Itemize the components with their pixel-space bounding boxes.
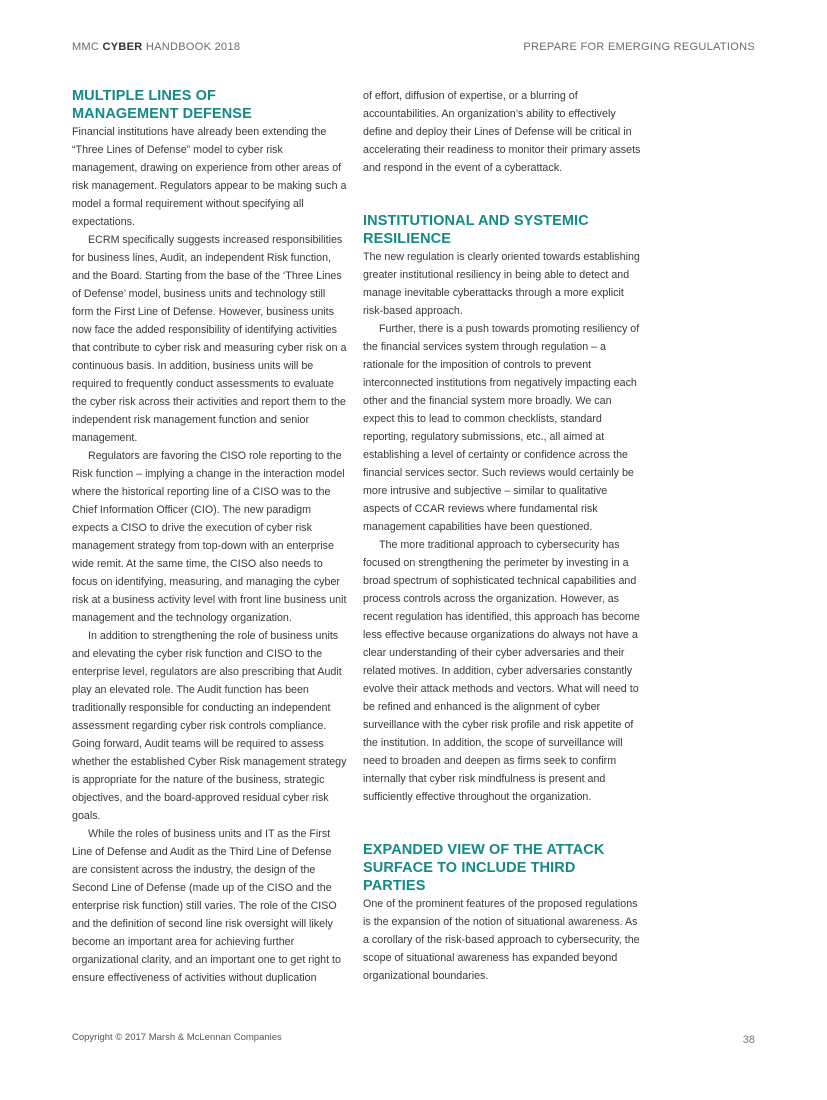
footer-copyright: Copyright © 2017 Marsh & McLennan Companies xyxy=(72,1032,282,1043)
heading-line: MANAGEMENT DEFENSE xyxy=(72,106,252,122)
paragraph: While the roles of business units and IT as the First Line of Defense and Audit as the Third Line of Defense are consistent across the industry, the design of the Second Line of Defense (made up of the CISO and the enterprise risk function) still varies. The role of the CISO and the definition of second line risk oversight will likely become an important area for achieving further organizational clarity, and an important one to get right to ensure effectiveness of activities without duplication xyxy=(72,828,341,984)
paragraph-continuation: of effort, diffusion of expertise, or a blurring of accountabilities. An organization’s ability to effectively define and deploy their Lines of Defense will be critical in accelerating their readiness to monitor their primary assets and respond in the event of a cyberattack. xyxy=(363,90,641,174)
paragraph: In addition to strengthening the role of business units and elevating the cyber risk function and CISO to the enterprise level, regulators are also prescribing that Audit play an elevated role. The Audit function has been traditionally responsible for conducting an independent assessment regarding cyber risk controls compliance. Going forward, Audit teams will be required to assess whether the established Cyber Risk management strategy is appropriate for the nature of the business, strategic objectives, and the board-approved residual cyber risk goals. xyxy=(72,630,347,822)
header-bold: CYBER xyxy=(102,41,143,53)
heading-line: RESILIENCE xyxy=(363,231,452,247)
paragraph: Financial institutions have already been extending the “Three Lines of Defense” model to cyber risk management, drawing on experience from other areas of risk management. Regulators appear to be making such a model a formal requirement without specifying all expectations. xyxy=(72,126,347,228)
running-header-title xyxy=(72,41,240,53)
header-suffix: HANDBOOK 2018 xyxy=(145,41,241,53)
running-header-section: PREPARE FOR EMERGING REGULATIONS xyxy=(523,41,755,53)
paragraph: Regulators are favoring the CISO role reporting to the Risk function – implying a change in the interaction model where the historical reporting line of a CISO was to the Chief Information Officer (CIO). The new paradigm expects a CISO to drive the execution of cyber risk management strategy from top-down with an enterprise wide remit. At the same time, the CISO also needs to focus on identifying, measuring, and managing the cyber risk at a business activity level with front line business unit management and the technology organization. xyxy=(72,450,347,624)
section-heading-resilience xyxy=(363,212,641,248)
paragraph: The new regulation is clearly oriented towards establishing greater institutional resiliency in being able to detect and manage inevitable cyberattacks through a more explicit risk-based approach. xyxy=(363,251,640,317)
heading-line: SURFACE TO INCLUDE THIRD PARTIES xyxy=(363,860,576,894)
right-column xyxy=(363,87,641,985)
heading-line: EXPANDED VIEW OF THE ATTACK xyxy=(363,842,605,858)
header-prefix: MMC xyxy=(72,41,100,53)
heading-line: MULTIPLE LINES OF xyxy=(72,88,217,104)
paragraph: One of the prominent features of the proposed regulations is the expansion of the notion of situational awareness. As a corollary of the risk-based approach to cybersecurity, the scope of situational awareness has expanded beyond organizational boundaries. xyxy=(363,898,640,982)
left-column xyxy=(72,87,348,987)
paragraph: ECRM specifically suggests increased responsibilities for business lines, Audit, an independent Risk function, and the Board. Starting from the base of the ‘Three Lines of Defense’ model, business units and technology still form the First Line of Defense. However, business units now face the added responsibility of identifying activities that contribute to cyber risk and measuring cyber risk on a continuous basis. In addition, business units will be required to frequently conduct assessments to evaluate the cyber risk across their activities and report them to the independent risk management function and senior management. xyxy=(72,234,347,444)
page-number: 38 xyxy=(742,1034,755,1046)
paragraph: Further, there is a push towards promoting resiliency of the financial services system through regulation – a rationale for the imposition of controls to prevent interconnected institutions from negatively impacting each other and the financial system more broadly. We can expect this to lead to common checklists, standard reporting, regulatory submissions, etc., all aimed at establishing a level of certainty or confidence across the financial services sector. Such reviews would certainly be more intrusive and subjective – similar to qualitative aspects of CCAR reviews where fundamental risk management capabilities have been questioned. xyxy=(363,323,640,533)
heading-line: INSTITUTIONAL AND SYSTEMIC xyxy=(363,213,589,229)
paragraph: The more traditional approach to cybersecurity has focused on strengthening the perimeter by investing in a broad spectrum of sophisticated technical capabilities and process controls across the organization. However, as recent regulation has identified, this approach has become less effective because organizations do always not have a clear understanding of their cyber adversaries and their related motives. In addition, cyber adversaries constantly evolve their attack methods and vectors. What will need to be refined and enhanced is the alignment of cyber surveillance with the cyber risk profile and risk appetite of the institution. In addition, the scope of surveillance will need to broaden and deepen as firms seek to confirm internally that cyber risk mindfulness is present and sufficiently effective throughout the organization. xyxy=(363,539,640,803)
section-heading-lines-of-defense xyxy=(72,87,348,123)
section-heading-attack-surface xyxy=(363,841,641,895)
